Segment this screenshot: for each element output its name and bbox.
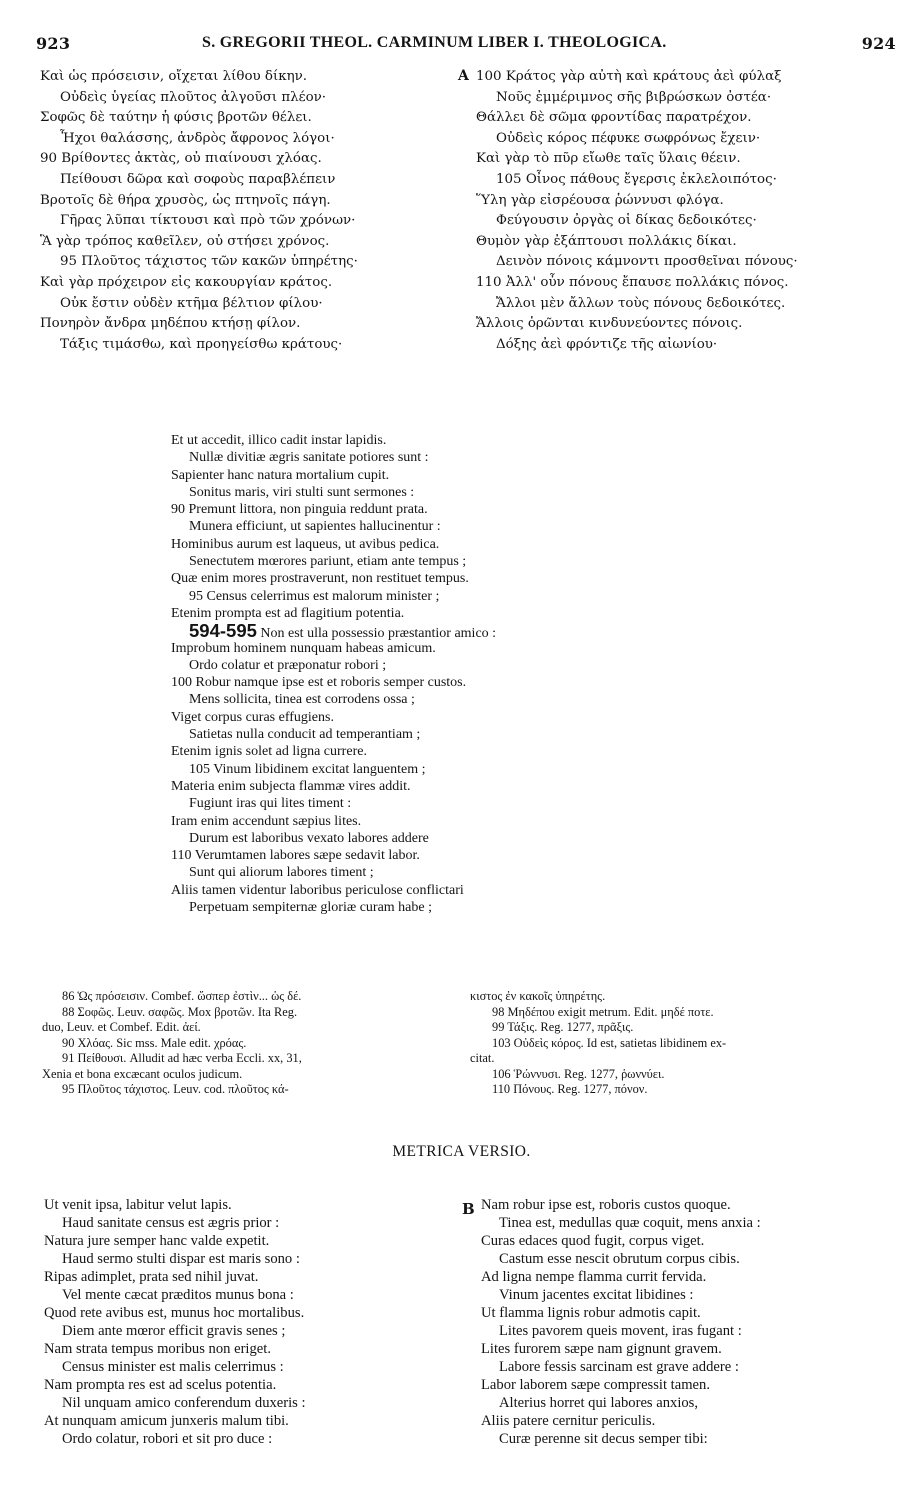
greek-verse-line <box>40 273 358 294</box>
footnote-line <box>42 1067 302 1083</box>
metrica-verse-line-text: Haud sanitate census est ægris prior : <box>62 1215 280 1231</box>
latin-verse-line-text: 105 Vinum libidinem excitat languentem ; <box>189 761 426 777</box>
metrica-versio-left-column <box>44 1196 306 1448</box>
greek-verse-line <box>40 314 358 335</box>
latin-verse-line <box>171 449 641 466</box>
greek-verse-line-text: Ἄλλοις ὁρῶνται κινδυνεύοντες πόνοις. <box>476 316 743 332</box>
greek-verse-line <box>476 273 798 294</box>
footnotes-right-column <box>470 989 727 1098</box>
greek-verse-line <box>40 252 358 273</box>
greek-verse-line-text: Γῆρας λῦπαι τίκτουσι καὶ πρὸ τῶν χρόνων· <box>60 213 356 229</box>
greek-verse-line <box>476 335 798 356</box>
latin-verse-line <box>171 691 641 708</box>
metrica-verse-line-text: Natura jure semper hanc valde expetit. <box>44 1233 270 1249</box>
greek-verse-line-text: Καὶ ὡς πρόσεισιν, οἴχεται λίθου δίκην. <box>40 69 308 84</box>
greek-verse-line-text: Ἃ γὰρ τρόπος καθεῖλεν, οὐ στήσει χρόνος. <box>40 233 330 249</box>
latin-verse-line <box>171 553 641 570</box>
greek-verse-line-text: Δεινὸν πόνοις κάμνοντι προσθεῖναι πόνους· <box>496 254 798 270</box>
latin-verse-line <box>171 899 641 916</box>
greek-verse-line-text: Ἦχοι θαλάσσης, ἀνδρὸς ἄφρονος λόγοι· <box>60 130 335 146</box>
footnote-line <box>42 1020 302 1036</box>
latin-verse-line <box>171 674 641 691</box>
greek-verse-line-text: Οὐδεὶς κόρος πέφυκε σωφρόνως ἔχειν· <box>496 130 761 146</box>
greek-verse-line <box>476 252 798 273</box>
latin-verse-line-text: Mens sollicita, tinea est corrodens ossa ; <box>189 692 415 708</box>
greek-verse-line <box>40 232 358 253</box>
footnote-line <box>492 1020 726 1036</box>
metrica-verse-line-text: Ripas adimplet, prata sed nihil juvat. <box>44 1269 259 1285</box>
metrica-verse-line <box>481 1304 761 1322</box>
metrica-verse-line <box>44 1232 306 1250</box>
metrica-verse-line-text: Ad ligna nempe flamma currit fervida. <box>481 1269 707 1285</box>
running-title: S. GREGORII THEOL. CARMINUM LIBER I. THEOLOGICA. <box>202 34 667 51</box>
greek-verse-line <box>476 211 798 232</box>
latin-verse-line <box>171 570 641 587</box>
metrica-verse-line <box>44 1340 306 1358</box>
greek-verse-line-text: Ὕλη γὰρ εἰσρέουσα ῥώννυσι φλόγα. <box>476 192 724 208</box>
metrica-verse-line-text: Census minister est malis celerrimus : <box>62 1359 284 1375</box>
footnote-line-text: 103 Οὐδεὶς κόρος. Id est, satietas libidinem ex- <box>492 1035 727 1050</box>
latin-verse-line <box>171 536 641 553</box>
footnote-line-text: 98 Μηδέπου exigit metrum. Edit. μηδέ ποτε. <box>492 1004 714 1019</box>
latin-verse-line-text: Viget corpus curas effugiens. <box>171 709 334 725</box>
greek-verse-line-text: 100 Κράτος γὰρ αὐτὴ καὶ κράτους ἀεὶ φύλαξ <box>476 69 782 84</box>
latin-verse-line <box>189 620 641 642</box>
latin-verse-line-text: 90 Premunt littora, non pinguia reddunt prata. <box>171 502 428 518</box>
footnote-line-text: 110 Πόνους. Reg. 1277, πόνον. <box>492 1082 648 1096</box>
metrica-verse-line-text: Curæ perenne sit decus semper tibi: <box>499 1431 708 1447</box>
metrica-verse-line <box>481 1214 761 1232</box>
footnote-line-text: 91 Πείθουσι. Alludit ad hæc verba Eccli. xx, 31, <box>62 1051 302 1065</box>
greek-verse-line-text: 110 Ἀλλ' οὖν πόνους ἔπαυσε πολλάκις πόνος. <box>476 274 789 290</box>
metrica-verse-line <box>481 1358 761 1376</box>
metrica-verse-line <box>44 1376 306 1394</box>
latin-verse-line-text: Quæ enim mores prostraverunt, non restituet tempus. <box>171 571 469 587</box>
footnote-line <box>492 1082 726 1098</box>
greek-verse-line-text: Ἄλλοι μὲν ἄλλων τοὺς πόνους δεδοικότες. <box>496 295 786 311</box>
latin-verse-line <box>171 847 641 864</box>
footnote-line-text: citat. <box>470 1051 495 1065</box>
metrica-verse-line-text: Quod rete avibus est, munus hoc mortalibus. <box>44 1305 305 1321</box>
metrica-verse-line-text: Nam robur ipse est, roboris custos quoque. <box>481 1197 731 1213</box>
metrica-verse-line-text: Nam prompta res est ad scelus potentia. <box>44 1377 277 1393</box>
greek-verse-line <box>476 149 798 170</box>
greek-verse-line-text: Καὶ γὰρ πρόχειρον εἰς κακουργίαν κράτος. <box>40 274 333 290</box>
metrica-verse-line-text: Vinum jacentes excitat libidines : <box>499 1287 694 1303</box>
metrica-verse-line <box>44 1268 306 1286</box>
metrica-verse-line-text: Vel mente cæcat præditos munus bona : <box>62 1287 294 1303</box>
metrica-versio-right-column <box>481 1196 761 1448</box>
metrica-verse-line <box>481 1232 761 1250</box>
footnote-line <box>492 1005 726 1021</box>
latin-verse-line-text: Munera efficiunt, ut sapientes hallucinentur : <box>189 519 441 535</box>
latin-verse-line-text: Sonitus maris, viri stulti sunt sermones : <box>189 484 415 500</box>
latin-verse-line-text: Iram enim accendunt sæpius lites. <box>171 813 362 829</box>
latin-verse-line <box>171 761 641 778</box>
greek-verse-line <box>476 314 798 335</box>
latin-verse-line-text: 100 Robur namque ipse est et roboris semper custos. <box>171 675 467 691</box>
greek-verse-line-text: Σοφῶς δὲ ταύτην ἡ φύσις βροτῶν θέλει. <box>40 110 312 126</box>
metrica-verse-line-text: Labor laborem sæpe compressit tamen. <box>481 1377 710 1393</box>
greek-text-left-column <box>40 67 358 355</box>
metrica-verse-line-text: Nam strata tempus moribus non eriget. <box>44 1341 271 1357</box>
latin-verse-line-text: Satietas nulla conducit ad temperantiam ; <box>189 727 421 743</box>
greek-verse-line <box>476 232 798 253</box>
greek-verse-line <box>476 129 798 150</box>
footnote-line-text: 88 Σοφῶς. Leuv. σαφῶς. Mox βροτῶν. Ita Reg. <box>62 1004 298 1019</box>
latin-verse-line-text: Non est ulla possessio præstantior amico : <box>260 626 497 642</box>
greek-verse-line <box>476 294 798 315</box>
page-number-left: 923 <box>36 34 71 53</box>
metrica-verse-line <box>44 1358 306 1376</box>
metrica-verse-line-text: Tinea est, medullas quæ coquit, mens anxia : <box>499 1215 761 1231</box>
metrica-verse-line-text: Ut venit ipsa, labitur velut lapis. <box>44 1197 232 1213</box>
footnote-line <box>62 1051 302 1067</box>
greek-verse-line <box>40 88 358 109</box>
greek-verse-line <box>476 67 798 88</box>
metrica-verse-line <box>481 1340 761 1358</box>
metrica-verse-line-text: Lites pavorem queis movent, iras fugant : <box>499 1323 742 1339</box>
metrica-verse-line-text: Ordo colatur, robori et sit pro duce : <box>62 1431 273 1447</box>
greek-verse-line-text: Δόξης ἀεὶ φρόντιζε τῆς αἰωνίου· <box>496 336 718 352</box>
running-header <box>36 34 896 58</box>
latin-verse-line <box>171 830 641 847</box>
greek-verse-line-text: Θυμὸν γὰρ ἐξάπτουσι πολλάκις δίκαι. <box>476 233 737 249</box>
latin-verse-line <box>171 882 641 899</box>
greek-verse-line <box>40 149 358 170</box>
footnote-line <box>62 1082 302 1098</box>
metrica-verse-line <box>481 1250 761 1268</box>
column-marker-a: A <box>458 68 469 84</box>
metrica-verse-line <box>481 1322 761 1340</box>
greek-verse-line <box>40 335 358 356</box>
footnote-line <box>492 1036 726 1052</box>
metrica-verse-line <box>44 1196 306 1214</box>
latin-verse-line-text: Senectutem mœrores pariunt, etiam ante tempus ; <box>189 554 467 570</box>
latin-verse-line <box>171 813 641 830</box>
footnote-line <box>62 989 302 1005</box>
latin-verse-line-text: Etenim ignis solet ad ligna currere. <box>171 744 367 760</box>
greek-text-right-column <box>476 67 798 355</box>
latin-verse-line <box>171 501 641 518</box>
metrica-verse-line-text: Diem ante mœror efficit gravis senes ; <box>62 1323 286 1339</box>
greek-verse-line-text: Πείθουσι δῶρα καὶ σοφοὺς παραβλέπειν <box>60 171 336 187</box>
metrica-verse-line <box>44 1214 306 1232</box>
greek-verse-line <box>476 88 798 109</box>
metrica-verse-line-text: Lites furorem sæpe nam gignunt gravem. <box>481 1341 722 1357</box>
greek-verse-line <box>476 170 798 191</box>
latin-verse-line-text: Durum est laboribus vexato labores addere <box>189 830 429 846</box>
metrica-verse-line <box>44 1322 306 1340</box>
metrica-verse-line-text: Castum esse nescit obrutum corpus cibis. <box>499 1251 740 1267</box>
metrica-verse-line <box>44 1430 306 1448</box>
greek-verse-line <box>40 67 358 88</box>
metrica-verse-line <box>44 1286 306 1304</box>
metrica-verse-line <box>44 1250 306 1268</box>
latin-verse-line <box>171 864 641 881</box>
latin-verse-line-text: Hominibus aurum est laqueus, ut avibus pedica. <box>171 536 440 552</box>
metrica-verse-line <box>481 1394 761 1412</box>
metrica-verse-line <box>44 1412 306 1430</box>
greek-verse-line <box>40 108 358 129</box>
greek-verse-line-text: Φεύγουσιν ὀργὰς οἱ δίκας δεδοικότες· <box>496 213 757 229</box>
footnote-line <box>492 1067 726 1083</box>
latin-verse-line-text: 95 Census celerrimus est malorum minister ; <box>189 588 440 604</box>
greek-verse-line <box>40 170 358 191</box>
greek-verse-line <box>476 108 798 129</box>
metrica-verse-line <box>481 1430 761 1448</box>
greek-verse-line-text: Τάξις τιμάσθω, καὶ προηγείσθω κράτους· <box>60 336 343 352</box>
latin-verse-line-text: Aliis tamen videntur laboribus periculose conflictari <box>171 882 464 898</box>
page-number-right: 924 <box>861 34 896 53</box>
column-number-marker: 594-595 <box>189 620 257 642</box>
metrica-verse-line <box>481 1412 761 1430</box>
footnote-line <box>62 1036 302 1052</box>
footnote-line-text: 95 Πλοῦτος τάχιστος. Leuv. cod. πλοῦτος κά- <box>62 1082 289 1096</box>
metrica-verse-line-text: Haud sermo stulti dispar est maris sono : <box>62 1251 300 1267</box>
footnote-line-text: 106 Ῥώννυσι. Reg. 1277, ῥωννύει. <box>492 1066 665 1081</box>
greek-verse-line-text: Οὐκ ἔστιν οὐδὲν κτῆμα βέλτιον φίλου· <box>60 295 323 311</box>
latin-verse-line-text: Sapienter hanc natura mortalium cupit. <box>171 467 390 483</box>
latin-verse-line <box>171 709 641 726</box>
footnotes-left-column <box>42 989 302 1098</box>
latin-verse-line-text: Nullæ divitiæ ægris sanitate potiores sunt : <box>189 450 429 466</box>
footnote-line-text: 86 Ὡς πρόσεισιν. Combef. ὥσπερ ἐστὶν... ὡς δέ. <box>62 989 302 1003</box>
latin-verse-line-text: Etenim prompta est ad flagitium potentia. <box>171 605 405 621</box>
column-marker-b: B <box>462 1200 475 1218</box>
greek-verse-line <box>40 294 358 315</box>
greek-verse-line-text: 105 Οἶνος πάθους ἔγερσις ἐκλελοιπότος· <box>496 171 777 187</box>
metrica-verse-line-text: Alterius horret qui labores anxios, <box>499 1395 698 1411</box>
latin-verse-line <box>171 640 641 657</box>
latin-verse-line-text: Sunt qui aliorum labores timent ; <box>189 865 374 881</box>
latin-translation <box>171 432 641 916</box>
footnote-line-text: Xenia et bona excæcant oculos judicum. <box>42 1066 243 1081</box>
latin-verse-line <box>171 795 641 812</box>
greek-verse-line-text: 90 Βρίθοντες ἀκτὰς, οὐ πιαίνουσι χλόας. <box>40 151 322 167</box>
footnote-line-text: 90 Χλόας. Sic mss. Male edit. χρόας. <box>62 1035 247 1050</box>
latin-verse-line-text: Perpetuam sempiternæ gloriæ curam habe ; <box>189 900 432 916</box>
footnote-line-text: 99 Τάξις. Reg. 1277, πρᾶξις. <box>492 1020 634 1034</box>
latin-verse-line <box>171 484 641 501</box>
footnote-line <box>470 1051 726 1067</box>
greek-verse-line <box>40 129 358 150</box>
latin-verse-line <box>171 726 641 743</box>
footnote-line-text: κιστος ἐν κακοῖς ὑπηρέτης. <box>470 989 606 1003</box>
greek-verse-line-text: Οὐδεὶς ὑγείας πλοῦτος ἀλγοῦσι πλέον· <box>60 89 327 105</box>
footnote-line <box>62 1005 302 1021</box>
metrica-verse-line-text: Nil unquam amico conferendum duxeris : <box>62 1395 306 1411</box>
metrica-verse-line-text: Ut flamma lignis robur admotis capit. <box>481 1305 701 1321</box>
metrica-verse-line-text: Labore fessis sarcinam est grave addere : <box>499 1359 739 1375</box>
latin-verse-line-text: Fugiunt iras qui lites timent : <box>189 796 352 812</box>
metrica-verse-line-text: Aliis patere cernitur periculis. <box>481 1413 656 1429</box>
latin-verse-line <box>171 743 641 760</box>
greek-verse-line-text: Καὶ γὰρ τὸ πῦρ εἴωθε ταῖς ὕλαις θέειν. <box>476 151 741 167</box>
latin-verse-line <box>171 588 641 605</box>
latin-verse-line <box>171 657 641 674</box>
metrica-verse-line <box>481 1196 761 1214</box>
metrica-verse-line <box>481 1268 761 1286</box>
latin-verse-line <box>171 778 641 795</box>
metrica-verse-line-text: At nunquam amicum junxeris malum tibi. <box>44 1413 289 1429</box>
latin-verse-line <box>171 467 641 484</box>
latin-verse-line-text: Improbum hominem nunquam habeas amicum. <box>171 640 436 656</box>
greek-verse-line-text: Θάλλει δὲ σῶμα φροντίδας παρατρέχον. <box>476 110 752 126</box>
greek-verse-line <box>476 191 798 212</box>
footnote-line-text: duo, Leuv. et Combef. Edit. ἀεί. <box>42 1020 201 1034</box>
metrica-verse-line <box>481 1376 761 1394</box>
metrica-verse-line-text: Curas edaces quod fugit, corpus viget. <box>481 1233 705 1249</box>
footnote-line <box>470 989 726 1005</box>
latin-verse-line-text: Ordo colatur et præponatur robori ; <box>189 657 387 673</box>
latin-verse-line <box>171 432 641 449</box>
latin-verse-line-text: Materia enim subjecta flammæ vires addit. <box>171 778 411 794</box>
greek-verse-line-text: Πονηρὸν ἄνδρα μηδέπου κτήσῃ φίλον. <box>40 316 301 332</box>
latin-verse-line-text: 110 Verumtamen labores sæpe sedavit labor. <box>171 848 420 864</box>
metrica-verse-line <box>481 1286 761 1304</box>
latin-verse-line-text: Et ut accedit, illico cadit instar lapidis. <box>171 433 387 448</box>
metrica-versio-heading: METRICA VERSIO. <box>392 1143 531 1160</box>
greek-verse-line-text: 95 Πλοῦτος τάχιστος τῶν κακῶν ὑπηρέτης· <box>60 254 358 270</box>
greek-verse-line-text: Βροτοῖς δὲ θήρα χρυσὸς, ὡς πτηνοῖς πάγη. <box>40 192 331 208</box>
latin-verse-line <box>171 518 641 535</box>
greek-verse-line-text: Νοῦς ἐμμέριμνος σῆς βιβρώσκων ὀστέα· <box>496 89 772 105</box>
metrica-verse-line <box>44 1304 306 1322</box>
metrica-verse-line <box>44 1394 306 1412</box>
greek-verse-line <box>40 191 358 212</box>
greek-verse-line <box>40 211 358 232</box>
